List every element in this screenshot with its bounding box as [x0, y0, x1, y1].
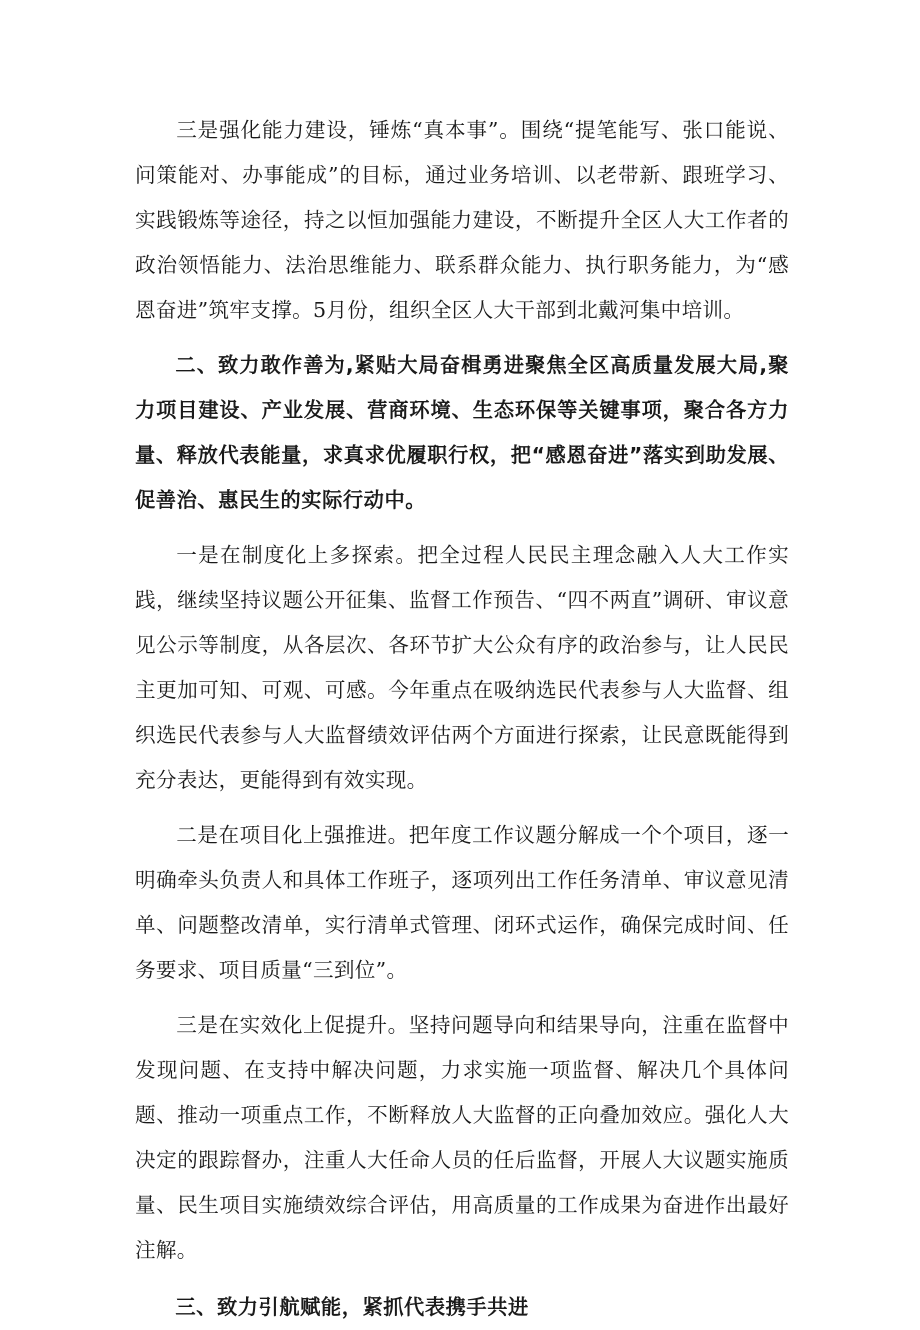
paragraph-institutionalization: 一是在制度化上多探索。把全过程人民民主理念融入人大工作实践，继续坚持议题公开征集、监督工作预告、“四不两直”调研、审议意见公示等制度，从各层次、各环节扩大公众有序的政治参与，让人民民主更加可知、可观、可感。今年重点在吸纳选民代表参与人大监督、组织选民代表参与人大监督绩效评估两个方面进行探索，让民意既能得到充分表达，更能得到有效实现。	[135, 543, 789, 792]
section-heading-two: 二、致力敢作善为,紧贴大局奋楫勇进聚焦全区高质量发展大局,聚力项目建设、产业发展、营商环境、生态环保等关键事项，聚合各方力量、释放代表能量，求真求优履职行权，把“感恩奋进”落实到助发展、促善治、惠民生的实际行动中。	[135, 353, 789, 512]
section-heading-three: 三、致力引航赋能，紧抓代表携手共进	[175, 1295, 529, 1319]
paragraph-effectiveness: 三是在实效化上促提升。坚持问题导向和结果导向，注重在监督中发现问题、在支持中解决问题，力求实施一项监督、解决几个具体问题、推动一项重点工作，不断释放人大监督的正向叠加效应。强化人大决定的跟踪督办，注重人大任命人员的任后监督，开展人大议题实施质量、民生项目实施绩效综合评估，用高质量的工作成果为奋进作出最好注解。	[135, 1013, 789, 1262]
document-page	[135, 108, 789, 1330]
paragraph-projectization: 二是在项目化上强推进。把年度工作议题分解成一个个项目，逐一明确牵头负责人和具体工作班子，逐项列出工作任务清单、审议意见清单、问题整改清单，实行清单式管理、闭环式运作，确保完成时间、任务要求、项目质量“三到位”。	[135, 823, 789, 982]
paragraph-capability-building: 三是强化能力建设，锤炼“真本事”。围绕“提笔能写、张口能说、问策能对、办事能成”的目标，通过业务培训、以老带新、跟班学习、实践锻炼等途径，持之以恒加强能力建设，不断提升全区人大工作者的政治领悟能力、法治思维能力、联系群众能力、执行职务能力，为“感恩奋进”筑牢支撑。5月份，组织全区人大干部到北戴河集中培训。	[135, 118, 789, 322]
